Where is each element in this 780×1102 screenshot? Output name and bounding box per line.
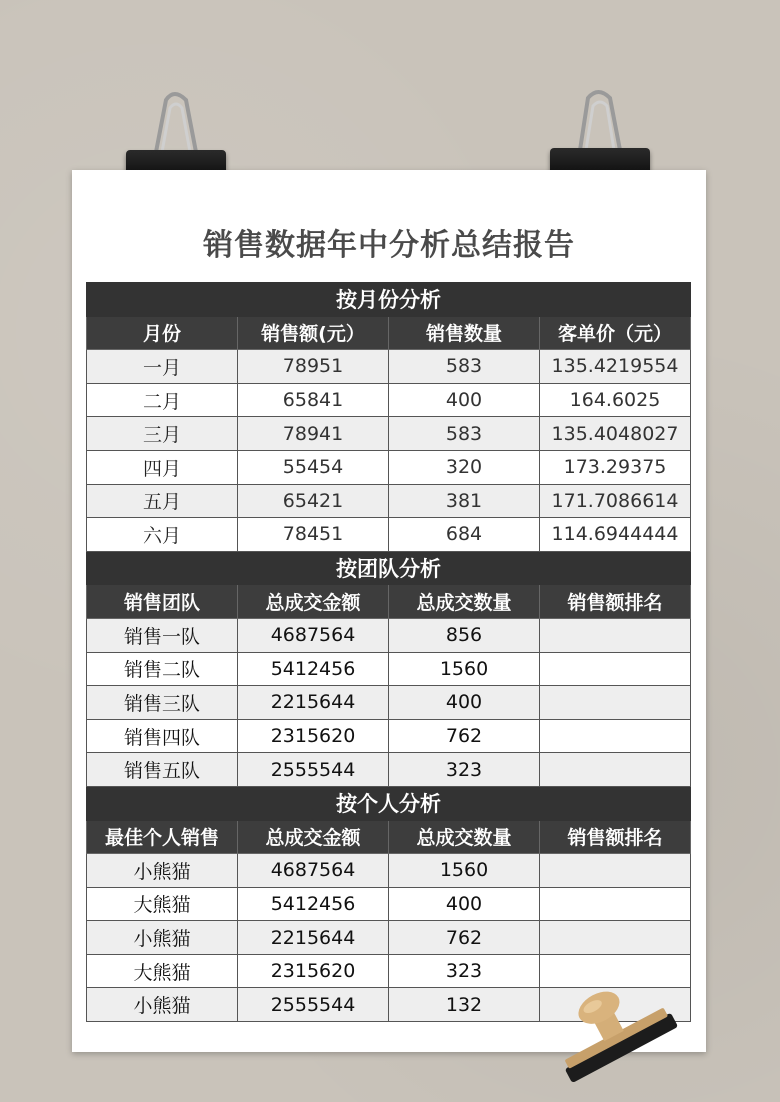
table-row	[87, 618, 691, 652]
table-row	[87, 350, 691, 384]
table-cell: 三月	[87, 417, 238, 451]
table-cell: 762	[389, 921, 540, 955]
table-cell: 2315620	[238, 954, 389, 988]
table-row	[87, 484, 691, 518]
column-header-row	[87, 316, 691, 350]
table-row	[87, 686, 691, 720]
table-cell: 5412456	[238, 887, 389, 921]
column-header: 最佳个人销售	[87, 820, 238, 854]
section-title: 按月份分析	[87, 283, 691, 317]
rubber-stamp-icon	[545, 982, 715, 1082]
table-cell: 1560	[389, 652, 540, 686]
table-row	[87, 854, 691, 888]
section-header-month	[87, 283, 691, 317]
report-paper	[72, 170, 706, 1052]
table-cell: 320	[389, 450, 540, 484]
column-header: 销售数量	[389, 316, 540, 350]
column-header-row	[87, 820, 691, 854]
table-cell: 2315620	[238, 719, 389, 753]
table-cell: 684	[389, 518, 540, 552]
table-cell: 2215644	[238, 686, 389, 720]
table-cell: 销售四队	[87, 719, 238, 753]
column-header: 总成交金额	[238, 820, 389, 854]
column-header: 销售额(元）	[238, 316, 389, 350]
section-header-person	[87, 786, 691, 820]
table-cell: 小熊猫	[87, 988, 238, 1022]
column-header: 销售团队	[87, 585, 238, 619]
table-row	[87, 753, 691, 787]
table-cell: 销售三队	[87, 686, 238, 720]
table-cell: 400	[389, 383, 540, 417]
table-cell: 大熊猫	[87, 954, 238, 988]
table-cell: 400	[389, 887, 540, 921]
column-header: 总成交金额	[238, 585, 389, 619]
report-table	[86, 282, 691, 1022]
table-cell: 一月	[87, 350, 238, 384]
table-cell: 171.7086614	[540, 484, 691, 518]
table-cell: 四月	[87, 450, 238, 484]
table-cell	[540, 686, 691, 720]
table-cell: 78941	[238, 417, 389, 451]
table-row	[87, 518, 691, 552]
table-cell: 164.6025	[540, 383, 691, 417]
column-header: 销售额排名	[540, 585, 691, 619]
section-title: 按个人分析	[87, 786, 691, 820]
table-cell: 销售一队	[87, 618, 238, 652]
table-cell	[540, 753, 691, 787]
table-cell: 销售五队	[87, 753, 238, 787]
column-header: 销售额排名	[540, 820, 691, 854]
report-title: 销售数据年中分析总结报告	[203, 228, 575, 263]
table-cell: 583	[389, 350, 540, 384]
table-cell: 132	[389, 988, 540, 1022]
table-cell: 4687564	[238, 618, 389, 652]
column-header: 客单价（元）	[540, 316, 691, 350]
section-title: 按团队分析	[87, 551, 691, 585]
table-cell: 381	[389, 484, 540, 518]
table-row	[87, 719, 691, 753]
column-header: 总成交数量	[389, 585, 540, 619]
table-cell: 小熊猫	[87, 921, 238, 955]
table-cell: 2555544	[238, 753, 389, 787]
table-row	[87, 652, 691, 686]
table-cell: 2555544	[238, 988, 389, 1022]
table-cell: 55454	[238, 450, 389, 484]
table-cell: 400	[389, 686, 540, 720]
table-cell: 762	[389, 719, 540, 753]
table-cell: 114.6944444	[540, 518, 691, 552]
column-header-row	[87, 585, 691, 619]
table-cell: 135.4048027	[540, 417, 691, 451]
column-header: 月份	[87, 316, 238, 350]
table-cell: 135.4219554	[540, 350, 691, 384]
table-row	[87, 921, 691, 955]
table-cell: 4687564	[238, 854, 389, 888]
table-cell: 销售二队	[87, 652, 238, 686]
table-cell: 5412456	[238, 652, 389, 686]
table-row	[87, 450, 691, 484]
table-cell: 65841	[238, 383, 389, 417]
table-cell: 大熊猫	[87, 887, 238, 921]
table-cell: 六月	[87, 518, 238, 552]
section-header-team	[87, 551, 691, 585]
table-cell: 小熊猫	[87, 854, 238, 888]
table-row	[87, 417, 691, 451]
table-cell: 323	[389, 753, 540, 787]
table-cell: 78451	[238, 518, 389, 552]
table-cell: 2215644	[238, 921, 389, 955]
table-cell	[540, 618, 691, 652]
table-cell	[540, 854, 691, 888]
table-cell: 二月	[87, 383, 238, 417]
table-cell: 1560	[389, 854, 540, 888]
table-cell: 五月	[87, 484, 238, 518]
table-cell: 65421	[238, 484, 389, 518]
table-cell	[540, 887, 691, 921]
column-header: 总成交数量	[389, 820, 540, 854]
table-cell	[540, 921, 691, 955]
table-row	[87, 887, 691, 921]
table-cell: 856	[389, 618, 540, 652]
table-cell: 78951	[238, 350, 389, 384]
table-cell: 583	[389, 417, 540, 451]
table-cell	[540, 719, 691, 753]
table-cell: 173.29375	[540, 450, 691, 484]
table-row	[87, 383, 691, 417]
table-cell: 323	[389, 954, 540, 988]
table-cell	[540, 652, 691, 686]
